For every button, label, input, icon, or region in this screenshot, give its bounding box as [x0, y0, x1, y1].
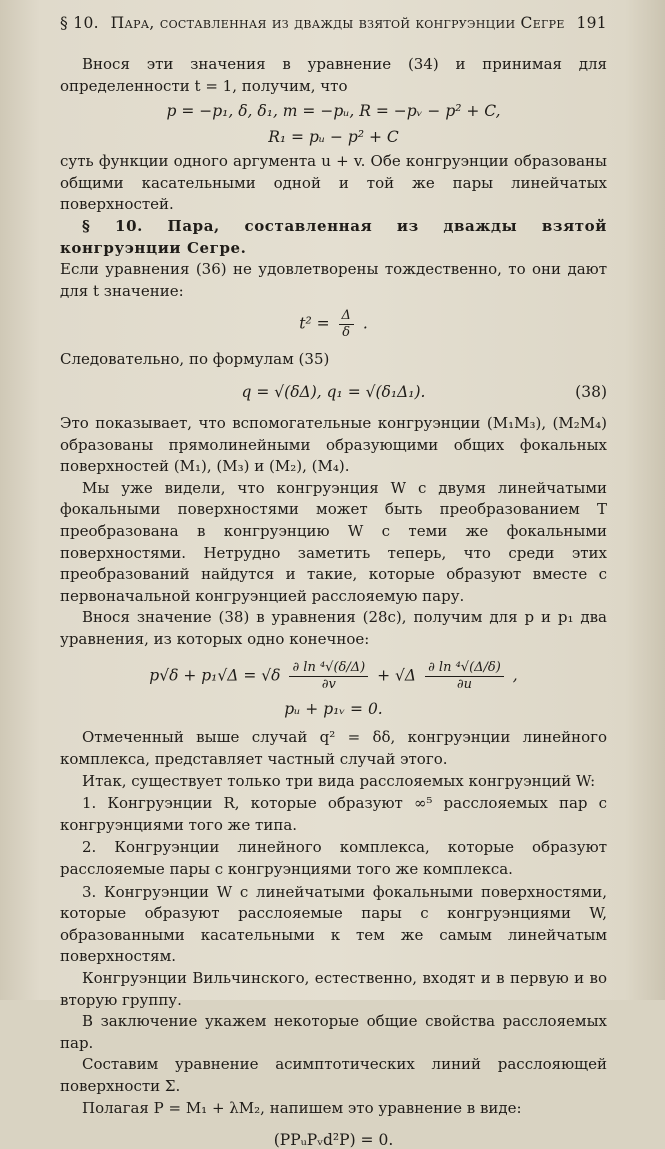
paragraph-1: Внося эти значения в уравнение (34) и принимая для определенности t = 1, получим, что: [60, 55, 607, 95]
equation-4-fraction-1: [289, 660, 368, 693]
equation-4-fraction-1-den: ∂v: [321, 677, 336, 693]
equation-1a: p = −p₁, δ, δ₁, m = −pᵤ, R = −pᵥ − p² + C,: [166, 102, 501, 121]
paragraph-5: Это показывает, что вспомогательные конгруэнции (M₁M₃), (M₂M₄) образованы прямолинейными образующими общих фокальных поверхностей (M₁), (M₃) и (M₂), (M₄).: [60, 413, 607, 476]
list-item-1: 1. Конгруэнции R, которые образуют ∞⁵ расслояемых пар с конгруэнциями того же типа.: [60, 794, 607, 834]
equation-3: [60, 377, 607, 407]
list-item-2: 2. Конгруэнции линейного комплекса, которые образуют расслояемые пары с конгруэнциями того же комплекса.: [60, 838, 607, 879]
equation-4-lhs: p√δ + p₁√Δ = √δ: [149, 666, 281, 685]
paragraph-8: Отмеченный выше случай q² = δδ, конгруэнции линейного комплекса, представляет частный случай этого.: [60, 728, 607, 769]
list-item-3: 3. Конгруэнции W с линейчатыми фокальными поверхностями, которые образуют расслояемые пары с конгруэнциями W, образованными касательными к тем же самым линейчатым поверхностям.: [60, 882, 607, 966]
paragraph-13: Полагая P = M₁ + λM₂, напишем это уравнение в виде:: [82, 1098, 522, 1117]
paragraph-2: суть функции одного аргумента u + v. Обе конгруэнции образованы общими касательными одной и той же пары линейчатых поверхностей.: [60, 152, 607, 214]
paragraph-10: Конгруэнции Вильчинского, естественно, входят и в первую и во вторую группу.: [60, 969, 607, 1009]
header-title: Пара, составленная из дважды взятой конгруэнции Сегре: [110, 14, 565, 32]
page-number: 191: [576, 14, 607, 32]
paragraph-6: Мы уже видели, что конгруэнция W с двумя линейчатыми фокальными поверхностями может быть преобразованием T преобразована в конгруэнцию W с теми же фокальными поверхностями. Нетрудно заметить теперь, что среди этих преобразований найдутся и такие, которые образуют вместе с первоначальной конгруэнцией расслояемую пару.: [60, 478, 607, 605]
paragraph-9: Итак, существует только три вида расслояемых конгруэнций W:: [82, 771, 596, 790]
running-header: [60, 14, 607, 32]
equation-2-fraction: [339, 308, 354, 341]
equation-2-denominator: δ: [342, 325, 351, 341]
paragraph-7: Внося значение (38) в уравнения (28c), получим для p и p₁ два уравнения, из которых одно конечное:: [60, 608, 607, 648]
equation-2-tail: .: [362, 314, 368, 333]
paragraph-3: Если уравнения (36) не удовлетворены тождественно, то они дают для t значение:: [60, 260, 607, 300]
equation-4-tail: ,: [512, 666, 518, 685]
paragraph-12: Составим уравнение асимптотических линий расслояющей поверхности Σ.: [60, 1055, 607, 1095]
equation-5: pᵤ + p₁ᵥ = 0.: [284, 700, 383, 719]
equation-4-fraction-2: [425, 660, 504, 693]
equation-4: [60, 660, 607, 693]
equation-3-body: q = √(δΔ), q₁ = √(δ₁Δ₁).: [241, 382, 426, 401]
equation-2-numerator: Δ: [339, 308, 354, 325]
equation-2-lhs: t² =: [299, 314, 330, 333]
header-section: § 10.: [60, 14, 99, 32]
paragraph-11: В заключение укажем некоторые общие свойства расслояемых пар.: [60, 1012, 607, 1052]
section-heading: § 10. Пара, составленная из дважды взятой конгруэнции Сегре.: [60, 216, 607, 257]
equation-1b: R₁ = pᵤ − p² + C: [268, 128, 399, 147]
equation-4-fraction-2-den: ∂u: [456, 677, 473, 693]
equation-4-fraction-1-num: ∂ ln ⁴√(δ/Δ): [289, 660, 368, 677]
equation-6: (PPᵤPᵥd²P) = 0.: [273, 1131, 394, 1149]
equation-3-number: (38): [575, 382, 607, 401]
equation-4-fraction-2-num: ∂ ln ⁴√(Δ/δ): [425, 660, 504, 677]
equation-2: [60, 308, 607, 341]
equation-4-mid: + √Δ: [377, 666, 417, 685]
paragraph-4: Следовательно, по формулам (35): [60, 350, 330, 369]
